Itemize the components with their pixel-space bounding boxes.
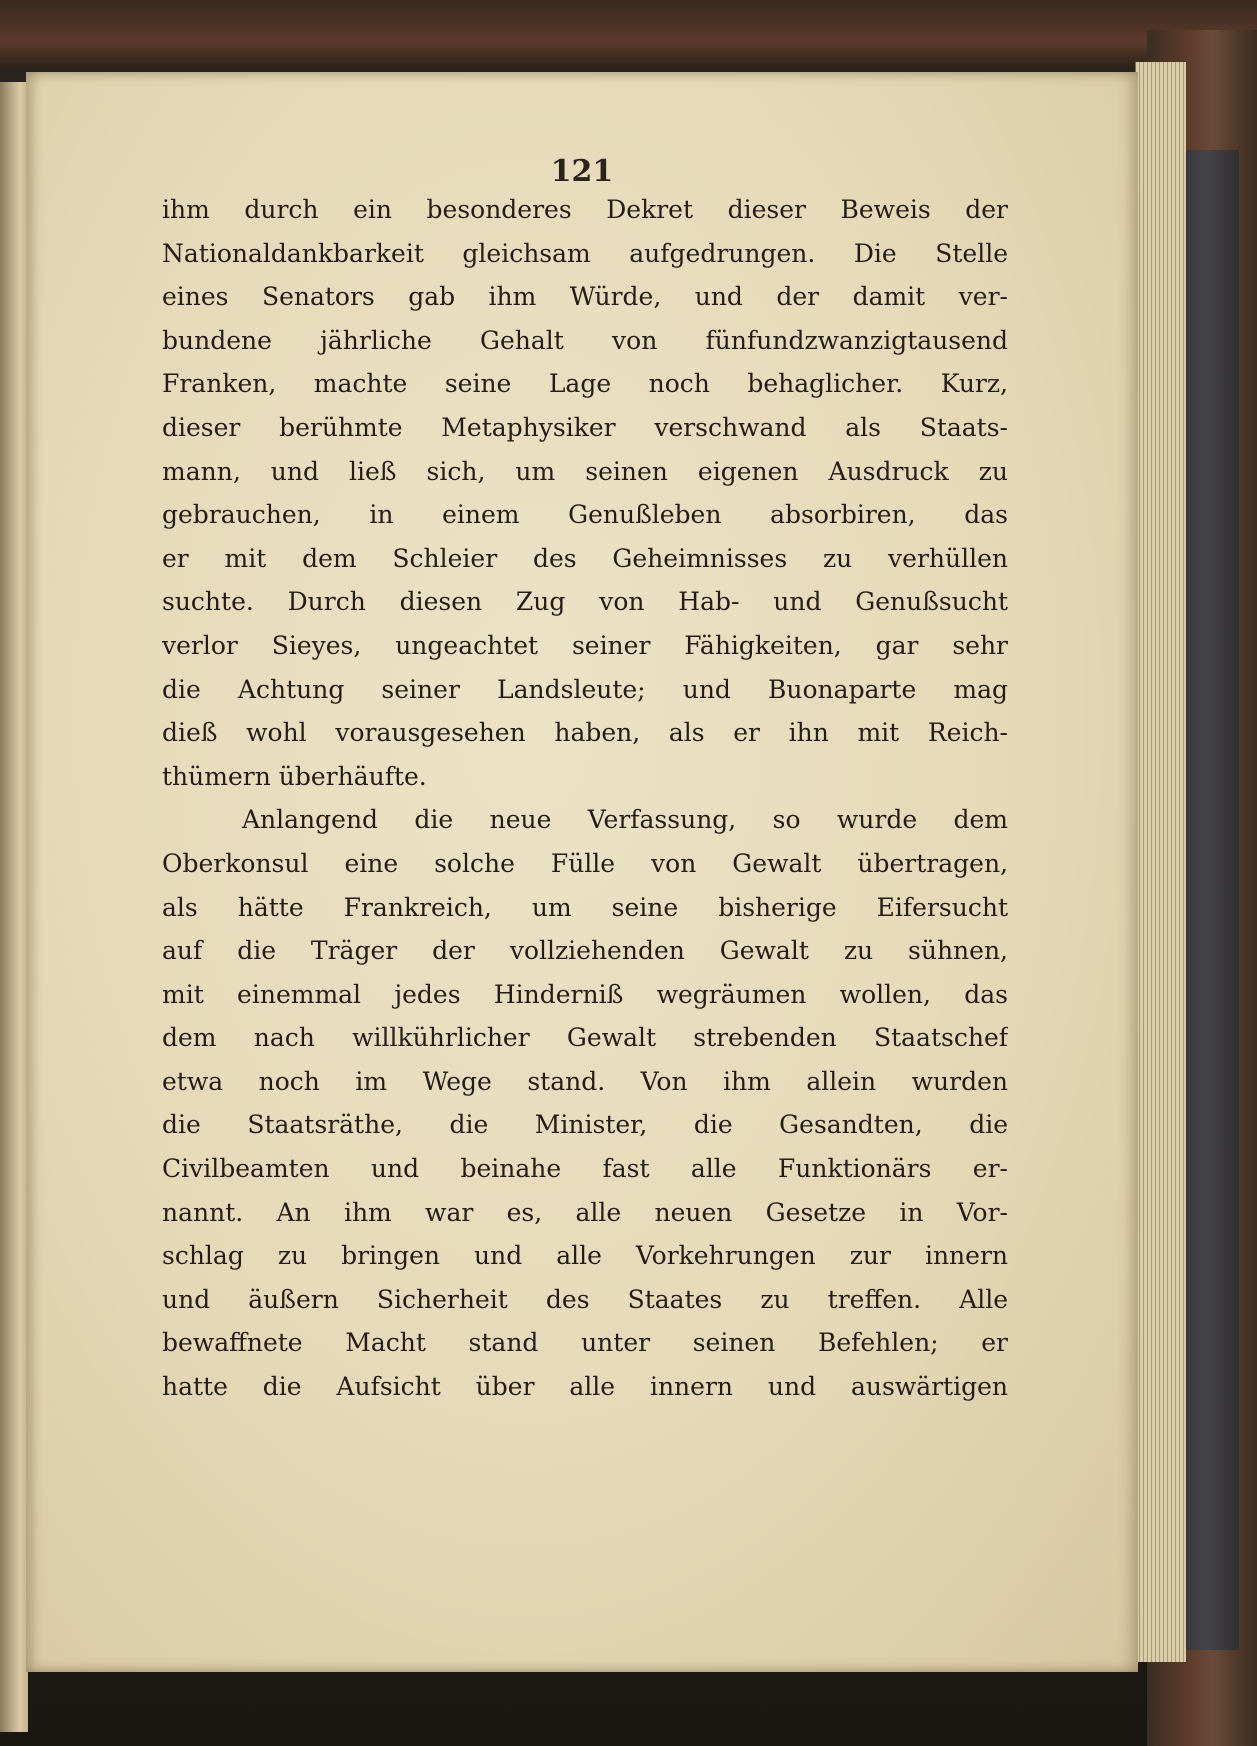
text-line: mit einemmal jedes Hinderniß wegräumen wollen, das bbox=[162, 979, 1008, 1009]
text-line: auf die Träger der vollziehenden Gewalt zu sühnen, bbox=[162, 936, 1008, 966]
text-line: dieß wohl vorausgesehen haben, als er ihn mit Reich- bbox=[162, 718, 1008, 748]
text-line: Franken, machte seine Lage noch behaglicher. Kurz, bbox=[162, 369, 1008, 399]
text-line: bundene jährliche Gehalt von fünfundzwanzigtausend bbox=[162, 325, 1008, 355]
text-line: dem nach willkührlicher Gewalt strebenden Staatschef bbox=[162, 1023, 1008, 1053]
text-line: Oberkonsul eine solche Fülle von Gewalt übertragen, bbox=[162, 848, 1008, 878]
text-line: schlag zu bringen und alle Vorkehrungen zur innern bbox=[162, 1241, 1008, 1271]
text-line: gebrauchen, in einem Genußleben absorbiren, das bbox=[162, 500, 1008, 530]
text-line: die Staatsräthe, die Minister, die Gesandten, die bbox=[162, 1110, 1008, 1140]
text-line: eines Senators gab ihm Würde, und der damit ver- bbox=[162, 282, 1008, 312]
text-line: verlor Sieyes, ungeachtet seiner Fähigkeiten, gar sehr bbox=[162, 630, 1008, 660]
text-line: hatte die Aufsicht über alle innern und auswärtigen bbox=[162, 1372, 1008, 1402]
text-line: ihm durch ein besonderes Dekret dieser Beweis der bbox=[162, 195, 1008, 224]
text-line: und äußern Sicherheit des Staates zu treffen. Alle bbox=[162, 1284, 1008, 1314]
text-block bbox=[162, 188, 1008, 1409]
text-line: nannt. An ihm war es, alle neuen Gesetze in Vor- bbox=[162, 1197, 1008, 1227]
text-line: die Achtung seiner Landsleute; und Buonaparte mag bbox=[162, 674, 1008, 704]
text-line: Nationaldankbarkeit gleichsam aufgedrungen. Die Stelle bbox=[162, 238, 1008, 268]
text-line: dieser berühmte Metaphysiker verschwand als Staats- bbox=[162, 412, 1008, 442]
text-line: bewaffnete Macht stand unter seinen Befehlen; er bbox=[162, 1328, 1008, 1358]
text-line: Civilbeamten und beinahe fast alle Funktionärs er- bbox=[162, 1154, 1008, 1184]
text-line: suchte. Durch diesen Zug von Hab- und Genußsucht bbox=[162, 587, 1008, 617]
text-line: thümern überhäufte. bbox=[162, 761, 427, 791]
text-line: etwa noch im Wege stand. Von ihm allein wurden bbox=[162, 1066, 1008, 1096]
book-cover-top bbox=[0, 0, 1257, 70]
book-page bbox=[26, 72, 1138, 1672]
text-line: er mit dem Schleier des Geheimnisses zu verhüllen bbox=[162, 543, 1008, 573]
text-line: als hätte Frankreich, um seine bisherige Eifersucht bbox=[162, 892, 1008, 922]
text-line: mann, und ließ sich, um seinen eigenen Ausdruck zu bbox=[162, 456, 1008, 486]
page-number: 121 bbox=[550, 154, 614, 189]
paragraph-start-line: Anlangend die neue Verfassung, so wurde dem bbox=[242, 805, 1008, 835]
left-page-sliver bbox=[0, 82, 28, 1732]
page-edges bbox=[1135, 62, 1186, 1662]
